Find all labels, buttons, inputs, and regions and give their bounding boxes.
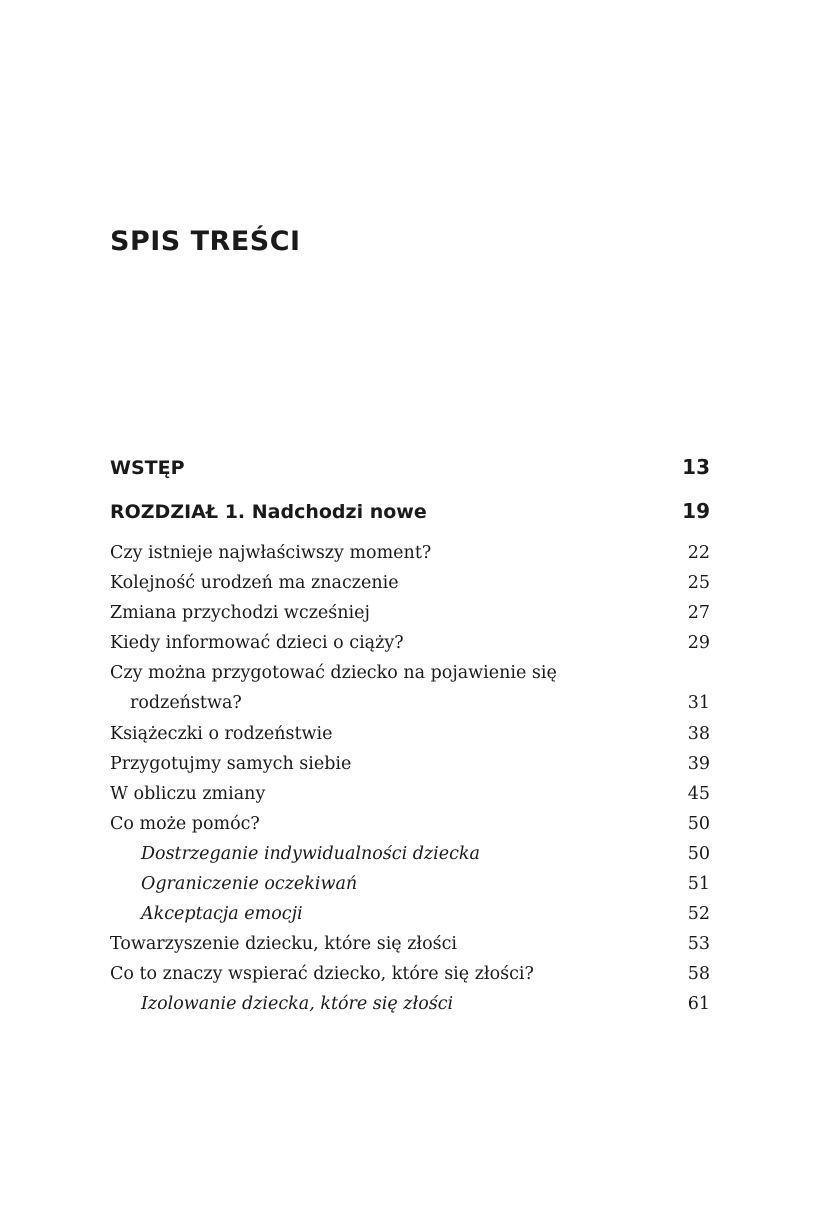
toc-entry-title: Co to znaczy wspierać dziecko, które się złości? [110, 964, 534, 985]
toc-page-number: 52 [687, 904, 710, 925]
toc-entry-title: rodzeństwa? [130, 693, 242, 714]
toc-page-number: 27 [687, 603, 710, 624]
toc-subentry[interactable] [110, 899, 710, 929]
toc-page-number: 13 [682, 455, 710, 479]
toc-entry-title: WSTĘP [110, 457, 185, 479]
toc-page-number: 58 [687, 964, 710, 985]
table-of-contents [110, 450, 710, 1020]
toc-entry[interactable] [110, 779, 710, 809]
toc-subentry[interactable] [110, 839, 710, 869]
toc-entry-title: Izolowanie dziecka, które się złości [141, 994, 454, 1015]
toc-entry-title: Zmiana przychodzi wcześniej [110, 603, 370, 624]
toc-page-number: 38 [687, 723, 710, 744]
toc-entry-title: Co może pomóc? [110, 813, 260, 834]
toc-page-number: 50 [687, 843, 710, 864]
toc-subentry[interactable] [110, 989, 710, 1019]
toc-page-number: 39 [687, 753, 710, 774]
toc-page-number: 53 [687, 934, 710, 955]
toc-entry-continuation[interactable] [110, 688, 710, 718]
toc-entry-title: Dostrzeganie indywidualności dziecka [141, 843, 480, 864]
toc-page-number: 19 [682, 499, 710, 523]
toc-entry-title: Czy istnieje najwłaściwszy moment? [110, 543, 432, 563]
toc-page-number: 51 [687, 874, 710, 895]
toc-entry[interactable] [110, 929, 710, 959]
toc-chapter-entry[interactable] [110, 494, 710, 538]
toc-page-number: 25 [687, 573, 710, 594]
toc-page-number: 50 [687, 813, 710, 834]
toc-entry-title: Akceptacja emocji [141, 904, 303, 925]
toc-entry[interactable] [110, 809, 710, 839]
toc-entry[interactable] [110, 538, 710, 568]
toc-page-number: 29 [687, 633, 710, 654]
toc-entry[interactable] [110, 628, 710, 658]
toc-entry-title: Ograniczenie oczekiwań [141, 874, 358, 895]
page-title: SPIS TREŚCI [110, 226, 301, 257]
toc-entry-title: Towarzyszenie dziecku, które się złości [110, 934, 458, 955]
toc-entry[interactable] [110, 749, 710, 779]
toc-subentry[interactable] [110, 869, 710, 899]
toc-entry-title: Kolejność urodzeń ma znaczenie [110, 573, 399, 594]
toc-entry-title: W obliczu zmiany [110, 783, 266, 804]
toc-entry[interactable] [110, 719, 710, 749]
toc-entry[interactable] [110, 598, 710, 628]
toc-page-number: 22 [687, 543, 710, 563]
toc-entry[interactable] [110, 658, 710, 688]
toc-page-number: 61 [687, 994, 710, 1015]
toc-entry-title: Kiedy informować dzieci o ciąży? [110, 633, 404, 654]
toc-entry-title: Książeczki o rodzeństwie [110, 723, 333, 744]
toc-entry-title: Przygotujmy samych siebie [110, 753, 352, 774]
toc-entry[interactable] [110, 959, 710, 989]
toc-page-number: 31 [687, 693, 710, 714]
toc-major-entry[interactable] [110, 450, 710, 494]
toc-entry-title: ROZDZIAŁ 1. Nadchodzi nowe [110, 501, 427, 523]
toc-entry-title: Czy można przygotować dziecko na pojawienie się [110, 663, 557, 684]
toc-page-number: 45 [687, 783, 710, 804]
toc-entry[interactable] [110, 568, 710, 598]
